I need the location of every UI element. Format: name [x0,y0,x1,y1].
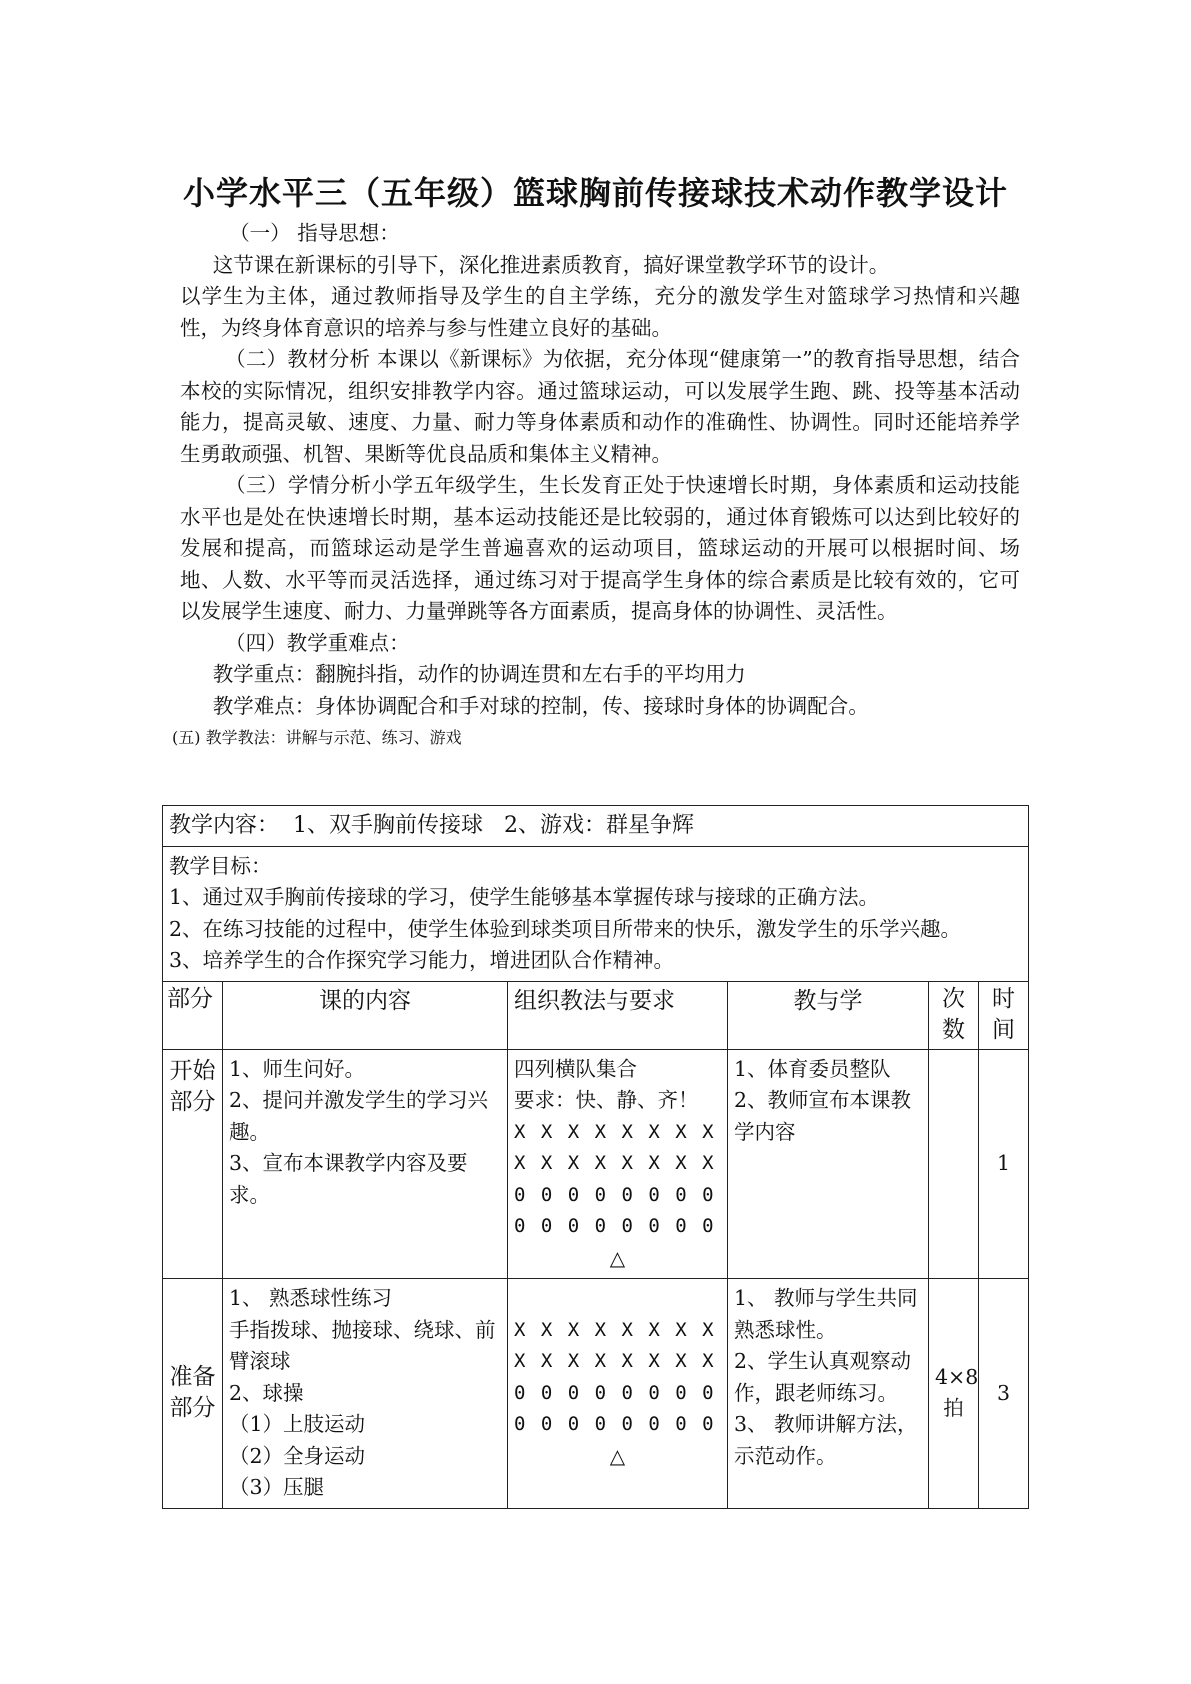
section-3-text: （三）学情分析小学五年级学生，生长发育正处于快速增长时期，身体素质和运动技能水平也是处在快速增长时期，基本运动技能还是比较弱的，通过体育锻炼可以达到比较好的发展和提高，而篮球运动是学生普遍喜欢的运动项目，篮球运动的开展可以根据时间、场地、人数、水平等而灵活选择，通过练习对于提高学生身体的综合素质是比较有效的，它可以发展学生速度、耐力、力量弹跳等各方面素质，提高身体的协调性、灵活性。 [180,473,1020,623]
section-1-text: 以学生为主体，通过教师指导及学生的自主学练，充分的激发学生对篮球学习热情和兴趣性，为终身体育意识的培养与参与性建立良好的基础。 [180,284,1020,340]
part-start: 开始部分 [163,1049,223,1279]
row1-org [508,1049,728,1279]
row1-content-1: 1、师生问好。 [229,1056,366,1081]
row1-time: 1 [979,1049,1029,1279]
row2-teach [728,1279,929,1509]
row1-times [929,1049,979,1279]
row2-org [508,1279,728,1509]
table-row [163,1049,1029,1279]
row1-teach-2: 2、教师宣布本课教学内容 [734,1088,912,1144]
row2-times: 4×8拍 [929,1279,979,1509]
section-5-methods: (五) 教学教法：讲解与示范、练习、游戏 [172,728,462,747]
row1-teach [728,1049,929,1279]
formation-row: 0 0 0 0 0 0 0 0 [514,1381,716,1404]
header-part: 部分 [163,981,223,1049]
row2-content-1: 1、 熟悉球性练习 [229,1286,393,1310]
section-2-text: （二）教材分析 本课以《新课标》为依据，充分体现“健康第一”的教育指导思想，结合本校的实际情况，组织安排教学内容。通过篮球运动，可以发展学生跑、跳、投等基本活动能力，提高灵敏、速度、力量、耐力等身体素质和动作的准确性、协调性。同时还能培养学生勇敢顽强、机智、果断等优良品质和集体主义精神。 [180,347,1020,466]
row1-content-3: 3、宣布本课教学内容及要求。 [229,1151,468,1207]
header-times: 次数 [929,981,979,1049]
part-prepare: 准备部分 [163,1279,223,1509]
teaching-difficulty: 教学难点：身体协调配合和手对球的控制，传、接球时身体的协调配合。 [212,693,869,718]
row1-org-2: 要求：快、静、齐！ [514,1088,699,1112]
row2-content-4: （1）上肢运动 [229,1412,366,1436]
section-4-heading: （四）教学重难点： [225,630,410,655]
section-1-heading: （一） 指导思想： [229,221,400,245]
goal-3: 3、培养学生的合作探究学习能力，增进团队合作精神。 [169,948,675,972]
table-row [163,1279,1029,1509]
section-1-line1: 这节课在新课标的引导下，深化推进素质教育，搞好课堂教学环节的设计。 [212,252,890,277]
row2-teach-1: 1、 教师与学生共同熟悉球性。 [734,1286,918,1342]
row1-content [223,1049,508,1279]
formation-row: X X X X X X X X [514,1120,716,1143]
teacher-position-marker: △ [609,1245,626,1270]
formation-row: 0 0 0 0 0 0 0 0 [514,1413,716,1435]
header-time: 时间 [979,981,1029,1049]
row2-content-2: 手指拨球、抛接球、绕球、前臂滚球 [229,1317,496,1373]
teaching-key-point: 教学重点：翻腕抖指，动作的协调连贯和左右手的平均用力 [212,662,746,686]
document-title: 小学水平三（五年级）篮球胸前传接球技术动作教学设计 [182,174,1008,212]
goal-2: 2、在练习技能的过程中，使学生体验到球类项目所带来的快乐，激发学生的乐学兴趣。 [169,916,962,941]
lesson-plan-table [162,805,1029,1509]
row1-content-2: 2、提问并激发学生的学习兴趣。 [229,1088,489,1144]
header-content: 课的内容 [223,981,508,1049]
teaching-content-row [163,806,1029,847]
teaching-content: 教学内容： 1、双手胸前传接球 2、游戏：群星争辉 [163,806,1029,847]
row2-teach-3: 3、 教师讲解方法，示范动作。 [734,1412,918,1468]
teaching-goals [163,846,1029,981]
formation-row: X X X X X X X X [514,1318,716,1341]
row2-content-5: （2）全身运动 [229,1443,366,1468]
row2-content [223,1279,508,1509]
row2-teach-2: 2、学生认真观察动作，跟老师练习。 [734,1349,912,1405]
row1-org-1: 四列横队集合 [514,1056,637,1081]
row2-content-3: 2、球操 [229,1380,304,1405]
formation-row: X X X X X X X X [514,1152,716,1174]
formation-row: 0 0 0 0 0 0 0 0 [514,1183,716,1206]
row1-teach-1: 1、体育委员整队 [734,1056,891,1081]
formation-row: 0 0 0 0 0 0 0 0 [514,1215,716,1237]
table-header-row [163,981,1029,1049]
header-teach: 教与学 [728,981,929,1049]
header-org: 组织教法与要求 [508,981,728,1049]
goals-label: 教学目标： [169,853,272,878]
formation-row: X X X X X X X X [514,1350,716,1372]
teacher-position-marker: △ [609,1443,626,1468]
row2-content-6: （3）压腿 [229,1475,325,1499]
document-body [172,218,1020,750]
goal-1: 1、通过双手胸前传接球的学习，使学生能够基本掌握传球与接球的正确方法。 [169,885,880,909]
row2-time: 3 [979,1279,1029,1509]
teaching-goals-row [163,846,1029,981]
